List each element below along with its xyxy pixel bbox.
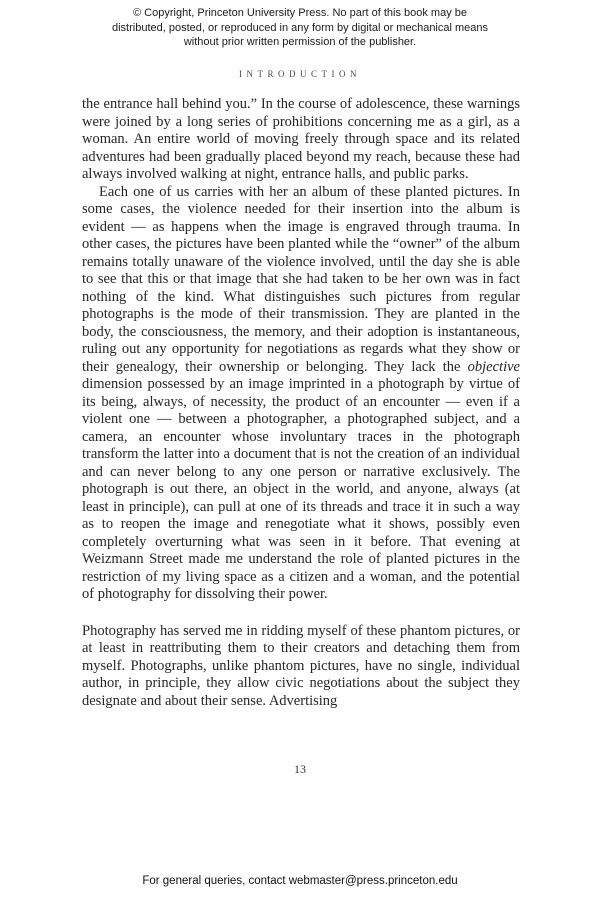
page-number: 13 — [294, 762, 306, 776]
paragraph-text: dimension possessed by an image imprinted in a photograph by virtue of its being, always, of necessity, the product of an encounter — even if a violent one — between a photographer, a photographed subject, and a camera, an encounter whose involuntary traces in the photograph transform the latter into a document that is not the creation of an individual and can never belong to any one person or narrative exclusively. The photograph is out there, an object in the world, and anyone, always (at least in principle), can pull at one of its threads and trace it in such a way as to reopen the image and renegotiate what it shows, possibly even completely overturning what was seen in it before. That evening at Weizmann Street made me understand the role of planted pictures in the restriction of my living space as a citizen and a woman, and the potential of photography for dissolving their power. — [82, 376, 520, 602]
paragraph-planted-pictures — [82, 184, 520, 604]
italic-word: objective — [467, 358, 520, 375]
paragraph-text: Each one of us carries with her an album of these planted pictures. In some cases, the violence needed for their insertion into the album is evident — as happens when the image is engraved through trauma. In other cases, the pictures have been planted while the “owner” of the album remains totally unaware of the violence involved, until the day she is able to see that this or that image that she had taken to be her own was in fact nothing of the kind. What distinguishes such pictures from regular photographs is the mode of their transmission. They are planted in the body, the consciousness, the memory, and their adoption is instantaneous, ruling out any opportunity for negotiations as regards what they show or their genealogy, their ownership or belonging. They lack the — [82, 183, 520, 375]
paragraph-photography: Photography has served me in ridding myself of these phantom pictures, or at least in reattributing them to their creators and detaching them from myself. Photographs, unlike phantom pictures, have no single, individual author, in principle, they allow civic negotiations about the subject they designate and about their sense. Advertising — [82, 622, 520, 709]
page-body — [82, 96, 520, 710]
footer-contact: For general queries, contact webmaster@press.princeton.edu — [142, 875, 458, 887]
running-header: INTRODUCTION — [239, 69, 361, 79]
paragraph-continuation: the entrance hall behind you.” In the course of adolescence, these warnings were joined by a long series of prohibitions concerning me as a girl, as a woman. An entire world of moving freely through space and its related adventures had been gradually placed beyond my reach, because these had always involved walking at night, entrance halls, and public parks. — [82, 96, 520, 182]
copyright-notice: © Copyright, Princeton University Press. No part of this book may be distributed, posted, or reproduced in any form by digital or mechanical means without prior written permission of the publisher. — [111, 7, 489, 48]
